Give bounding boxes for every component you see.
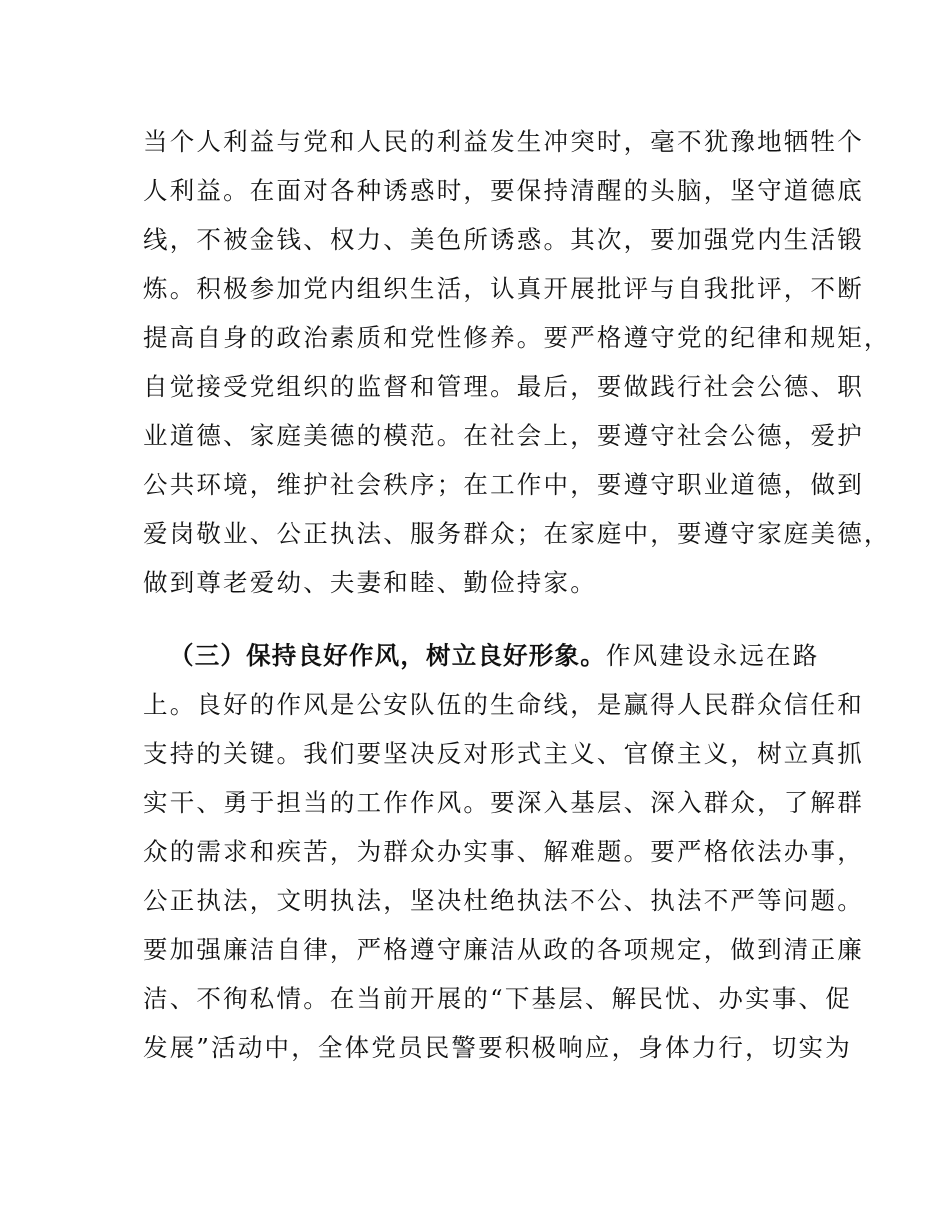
- text-line: 当个人利益与党和人民的利益发生冲突时，毫不犹豫地牺牲个: [143, 127, 864, 156]
- section-heading-line: [169, 640, 820, 672]
- text-line: 众的需求和疾苦，为群众办实事、解难题。要严格依法办事，: [143, 837, 864, 866]
- text-line: 要加强廉洁自律，严格遵守廉洁从政的各项规定，做到清正廉: [143, 935, 864, 964]
- text-line: 洁、不徇私情。在当前开展的“下基层、解民忧、办实事、促: [143, 984, 852, 1013]
- text-line: 炼。积极参加党内组织生活，认真开展批评与自我批评，不断: [143, 274, 864, 303]
- text-line: 自觉接受党组织的监督和管理。最后，要做践行社会公德、职: [143, 372, 864, 401]
- text-line: 公正执法，文明执法，坚决杜绝执法不公、执法不严等问题。: [143, 886, 864, 915]
- text-line: 上。良好的作风是公安队伍的生命线，是赢得人民群众信任和: [143, 690, 864, 719]
- section-heading: （三）保持良好作风，树立良好形象。: [169, 641, 606, 670]
- text-line: 做到尊老爱幼、夫妻和睦、勤俭持家。: [143, 568, 597, 597]
- text-line: 发展”活动中，全体党员民警要积极响应，身体力行，切实为: [143, 1033, 852, 1062]
- text-line: 提高自身的政治素质和党性修养。要严格遵守党的纪律和规矩，: [143, 323, 891, 352]
- text-line: 业道德、家庭美德的模范。在社会上，要遵守社会公德，爱护: [143, 421, 864, 450]
- text-line: 爱岗敬业、公正执法、服务群众；在家庭中，要遵守家庭美德，: [143, 519, 891, 548]
- text-line: 人利益。在面对各种诱惑时，要保持清醒的头脑，坚守道德底: [143, 176, 864, 205]
- text-line: 公共环境，维护社会秩序；在工作中，要遵守职业道德，做到: [143, 470, 864, 499]
- text-line: 线，不被金钱、权力、美色所诱惑。其次，要加强党内生活锻: [143, 225, 864, 254]
- heading-line-text: 作风建设永远在路: [605, 641, 820, 670]
- text-line: 实干、勇于担当的工作作风。要深入基层、深入群众，了解群: [143, 788, 864, 817]
- text-line: 支持的关键。我们要坚决反对形式主义、官僚主义，树立真抓: [143, 739, 864, 768]
